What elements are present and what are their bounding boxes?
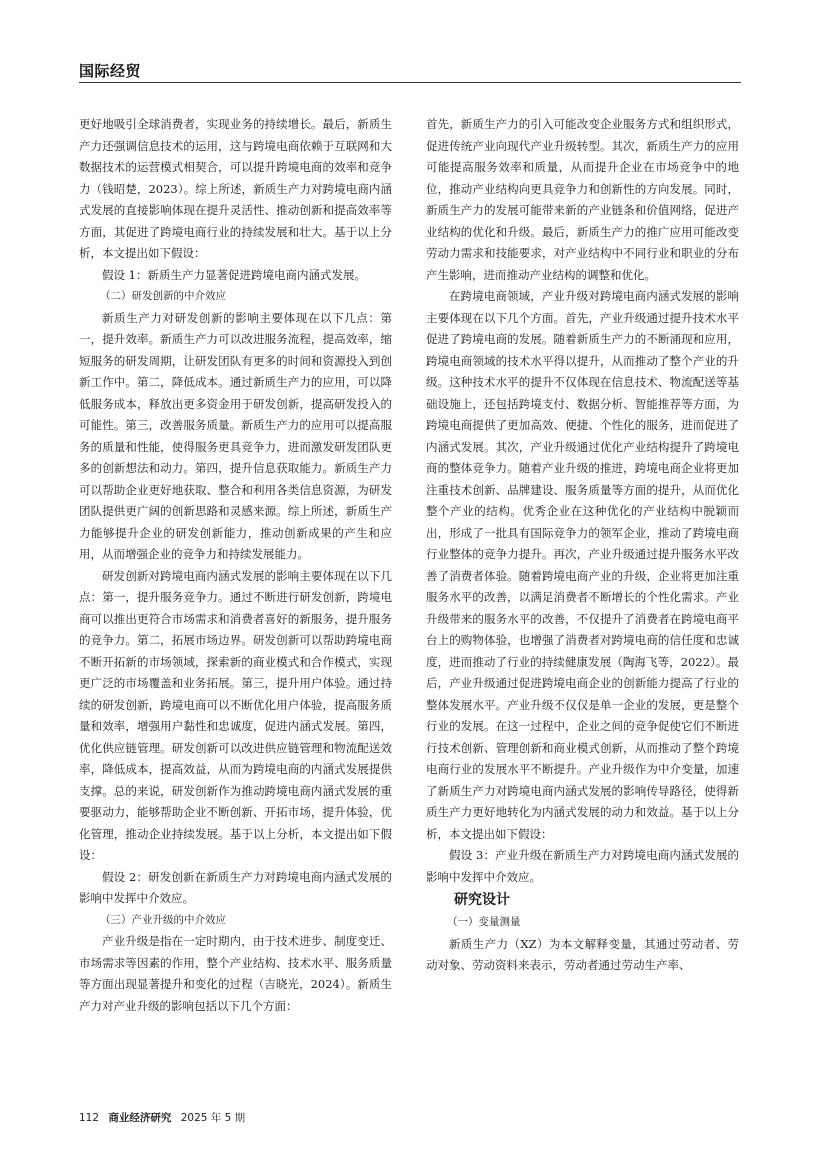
paragraph: 新质生产力（XZ）为本文解释变量，其通过劳动者、劳动对象、劳动资料来表示，劳动者通过劳动生产率、: [426, 936, 739, 972]
paragraph: 在跨境电商领域，产业升级对跨境电商内涵式发展的影响主要体现在以下几个方面。首先，产业升级通过提升技术水平促进了跨境电商的发展。随着新质生产力的不断涌现和应用，跨境电商领域的技术水平得以提升，从而推动了整个产业的升级。这种技术水平的提升不仅体现在信息技术、物流配送等基础设施上，还包括跨境支付、数据分析、智能推荐等方面，为跨境电商提供了更加高效、便捷、个性化的服务，进而促进了内涵式发展。其次，产业升级通过优化产业结构提升了跨境电商的整体竞争力。随着产业升级的推进，跨境电商企业将更加注重技术创新、品牌建设、服务质量等方面的提升，从而优化整个产业的结构。优秀企业在这种优化的产业结构中脱颖而出，形成了一批具有国际竞争力的领军企业，推动了跨境电商行业整体的竞争力提升。再次，产业升级通过提升服务水平改善了消费者体验。随着跨境电商产业的升级，企业将更加注重服务水平的改善，以满足消费者不断增长的个性化需求。产业升级带来的服务水平的改善，不仅提升了消费者在跨境电商平台上的购物体验，也增强了消费者对跨境电商的信任度和忠诚度，进而推动了行业的持续健康发展（陶海飞等，2022）。最后，产业升级通过促进跨境电商企业的创新能力提高了行业的整体发展水平。产业升级不仅仅是单一企业的发展，更是整个行业的发展。在这一过程中，企业之间的竞争促使它们不断进行技术创新、管理创新和商业模式创新，从而推动了整个跨境电商行业的发展水平不断提升。产业升级作为中介变量，加速了新质生产力对跨境电商内涵式发展的影响传导路径，使得新质生产力更好地转化为内涵式发展的动力和效益。基于以上分析，本文提出如下假设：: [426, 289, 739, 841]
section-title: 研究设计: [454, 892, 510, 908]
paragraph: 更好地吸引全球消费者，实现业务的持续增长。最后，新质生产力还强调信息技术的运用，这与跨境电商依赖于互联网和大数据技术的运营模式相契合，可以提升跨境电商的效率和竞争力（钱昭楚，2023）。综上所述，新质生产力对跨境电商内涵式发展的直接影响体现在提升灵活性、推动创新和提高效率等方面，其促进了跨境电商行业的持续发展和壮大。基于以上分析，本文提出如下假设：: [79, 117, 392, 260]
left-column: [79, 114, 392, 1017]
paragraph: 研发创新对跨境电商内涵式发展的影响主要体现在以下几点：第一，提升服务竞争力。通过不断进行研发创新，跨境电商可以推出更符合市场需求和消费者喜好的新服务，提升服务的竞争力。第二，拓展市场边界。研发创新可以帮助跨境电商不断开拓新的市场领域，探索新的商业模式和合作模式，实现更广泛的市场覆盖和业务拓展。第三，提升用户体验。通过持续的研发创新，跨境电商可以不断优化用户体验，提高服务质量和效率，增强用户黏性和忠诚度，促进内涵式发展。第四，优化供应链管理。研发创新可以改进供应链管理和物流配送效率，降低成本，提高效益，从而为跨境电商的内涵式发展提供支撑。总的来说，研发创新作为推动跨境电商内涵式发展的重要驱动力，能够帮助企业不断创新、开拓市场，提升体验，优化管理，推动企业持续发展。基于以上分析，本文提出如下假设：: [79, 568, 392, 862]
paragraph: 首先，新质生产力的引入可能改变企业服务方式和组织形式，促进传统产业向现代产业升级转型。其次，新质生产力的应用可能提高服务效率和质量，从而提升企业在市场竞争中的地位，推动产业结构向更具竞争力和创新性的方向发展。同时，新质生产力的发展可能带来新的产业链条和价值网络，促进产业结构的优化和升级。最后，新质生产力的推广应用可能改变劳动力需求和技能要求，对产业结构中不同行业和职业的分布产生影响，进而推动产业结构的调整和优化。: [426, 117, 739, 282]
hypothesis-3: 假设 3：产业升级在新质生产力对跨境电商内涵式发展的影响中发挥中介效应。: [426, 848, 739, 884]
header-divider: [79, 82, 741, 83]
subsection-heading: （一）变量测量: [447, 916, 521, 928]
hypothesis-1: 假设 1：新质生产力显著促进跨境电商内涵式发展。: [102, 267, 366, 282]
hypothesis-2: 假设 2：研发创新在新质生产力对跨境电商内涵式发展的影响中发挥中介效应。: [79, 869, 392, 905]
page-number: 112: [79, 1112, 100, 1124]
issue-label: 2025 年 5 期: [180, 1112, 246, 1124]
paragraph: 新质生产力对研发创新的影响主要体现在以下几点：第一，提升效率。新质生产力可以改进服务流程，提高效率，缩短服务的研发周期，让研发团队有更多的时间和资源投入到创新工作中。第二，降低成本。通过新质生产力的应用，可以降低服务成本，释放出更多资金用于研发创新，提高研发投入的可能性。第三，改善服务质量。新质生产力的应用可以提高服务的质量和性能，使得服务更具竞争力，进而激发研发团队更多的创新想法和动力。第四，提升信息获取能力。新质生产力可以帮助企业更好地获取、整合和利用各类信息资源，为研发团队提供更广阔的创新思路和灵感来源。综上所述，新质生产力能够提升企业的研发创新能力，推动创新成果的产生和应用，从而增强企业的竞争力和持续发展能力。: [79, 310, 392, 561]
page-footer: [79, 1110, 245, 1125]
journal-name: 商业经济研究: [108, 1112, 172, 1124]
subsection-heading: （二）研发创新的中介效应: [100, 290, 226, 302]
subsection-heading: （三）产业升级的中介效应: [100, 913, 226, 926]
section-header: 国际经贸: [79, 62, 142, 80]
right-column: [426, 114, 739, 977]
paragraph: 产业升级是指在一定时期内，由于技术进步、制度变迁、市场需求等因素的作用，整个产业结构、技术水平、服务质量等方面出现显著提升和变化的过程（吉晓光，2024）。新质生产力对产业升级的影响包括以下几个方面：: [79, 934, 392, 1013]
